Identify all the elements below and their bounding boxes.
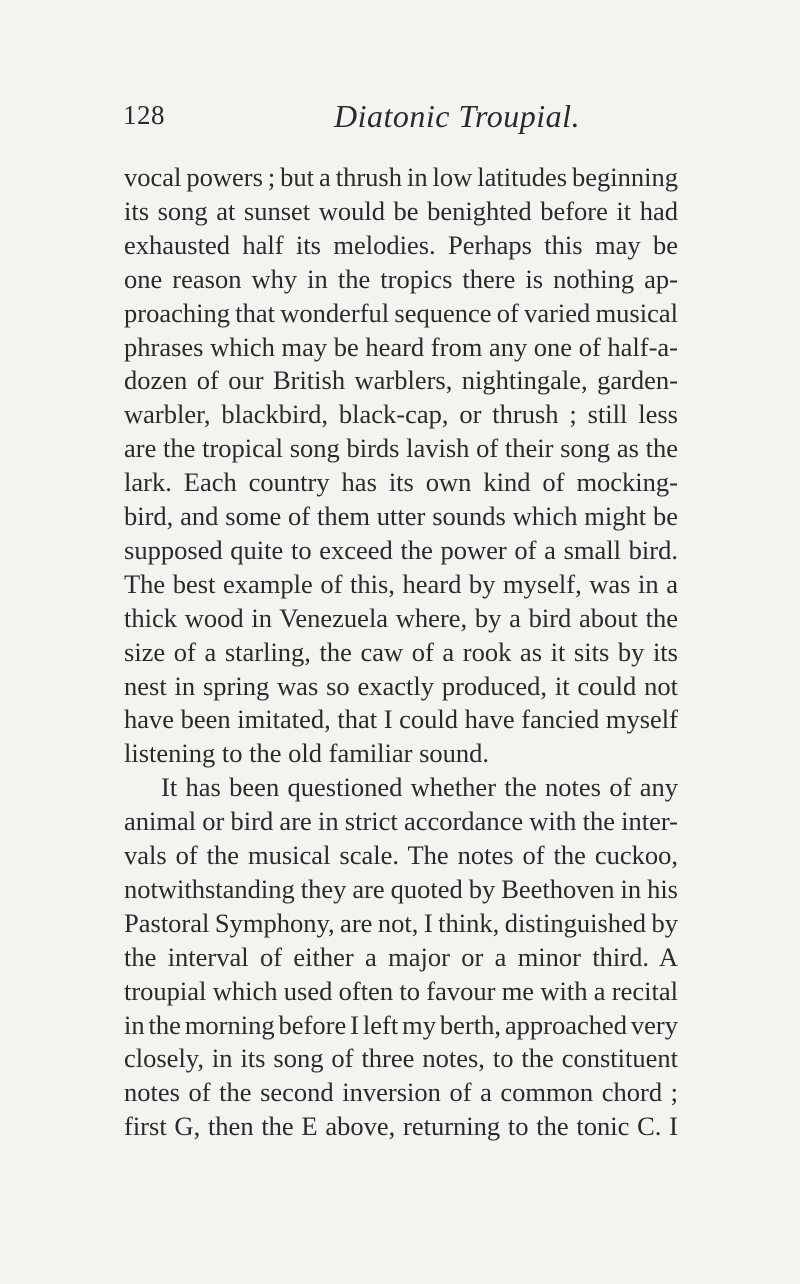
text-line: proaching that wonderful sequence of varied musical <box>124 297 678 328</box>
text-line: It has been questioned whether the notes of any <box>161 772 678 803</box>
text-line: thick wood in Venezuela where, by a bird about the <box>124 602 678 633</box>
text-line: Pastoral Symphony, are not, I think, distinguished by <box>124 907 678 938</box>
text-line: one reason why in the tropics there is nothing ap- <box>124 263 678 294</box>
text-line: have been imitated, that I could have fancied myself <box>124 704 678 735</box>
text-line: supposed quite to exceed the power of a small bird. <box>124 534 678 565</box>
text-line: notes of the second inversion of a common chord ; <box>124 1077 678 1108</box>
running-head <box>0 100 800 140</box>
text-line: warbler, blackbird, black-cap, or thrush ; still less <box>124 399 678 430</box>
text-line: vocal powers ; but a thrush in low latitudes beginning <box>124 162 679 192</box>
text-line: troupial which used often to favour me with a recital <box>124 975 678 1006</box>
text-line: listening to the old familiar sound. <box>124 738 490 769</box>
text-line: in the morning before I left my berth, approached very <box>124 1009 678 1040</box>
running-title: Diatonic Troupial. <box>334 98 581 134</box>
text-line: size of a starling, the caw of a rook as it sits by its <box>124 636 678 667</box>
text-line: are the tropical song birds lavish of their song as the <box>124 433 678 464</box>
text-line: first G, then the E above, returning to the tonic C. I <box>124 1111 678 1142</box>
text-line: the interval of either a major or a minor third. A <box>124 941 678 972</box>
text-line: its song at sunset would be benighted before it had <box>124 195 678 226</box>
text-line: lark. Each country has its own kind of mocking- <box>124 467 678 498</box>
text-line: animal or bird are in strict accordance with the inter- <box>124 806 678 837</box>
text-line: dozen of our British warblers, nightingale, garden- <box>124 365 678 396</box>
text-line: closely, in its song of three notes, to the constituent <box>124 1043 678 1074</box>
text-line: bird, and some of them utter sounds which might be <box>124 501 678 531</box>
text-line: notwithstanding they are quoted by Beethoven in his <box>124 873 678 904</box>
text-line: vals of the musical scale. The notes of the cuckoo, <box>124 840 678 870</box>
page-number: 128 <box>123 100 165 130</box>
text-line: nest in spring was so exactly produced, it could not <box>124 670 678 701</box>
text-line: phrases which may be heard from any one of half-a- <box>124 331 678 362</box>
text-line: exhausted half its melodies. Perhaps this may be <box>124 229 678 260</box>
text-line: The best example of this, heard by myself, was in a <box>124 568 678 599</box>
